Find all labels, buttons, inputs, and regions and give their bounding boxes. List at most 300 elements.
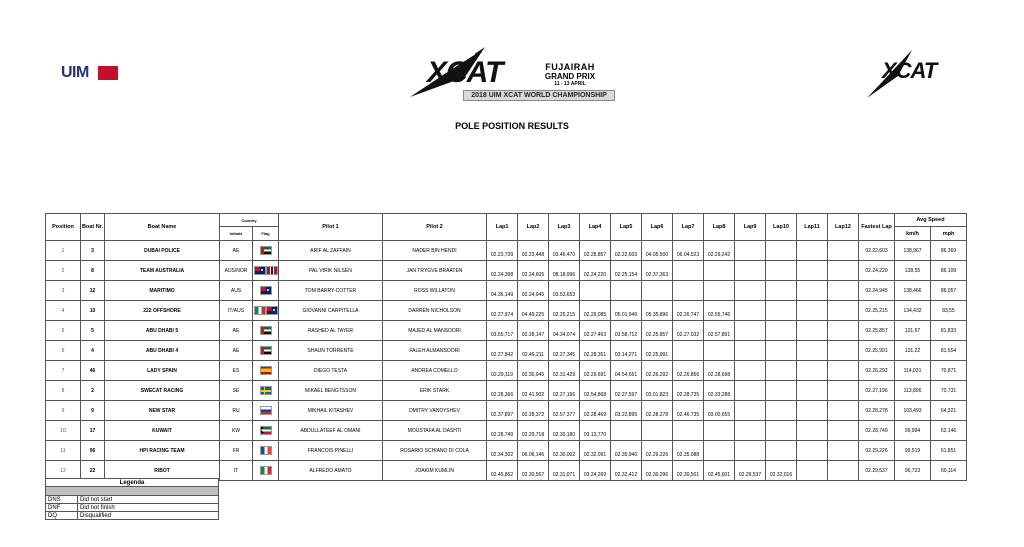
cell-lap: 02.28,372 (518, 401, 549, 421)
cell-pilot1: GIOVANNI CARPITELLA (279, 301, 383, 321)
cell-boat-nr: 3 (81, 241, 105, 261)
cell-lap (766, 401, 797, 421)
col-initials: Initials (220, 227, 253, 241)
cell-lap: 08.18,996 (549, 261, 580, 281)
cell-boat-name: HPI RACING TEAM (105, 441, 220, 461)
cell-flag (253, 321, 279, 341)
cell-pilot1: ARIF AL ZAFFAIN (279, 241, 383, 261)
cell-flag (253, 281, 279, 301)
cell-position: 4 (46, 301, 81, 321)
legend-spacer (46, 487, 219, 496)
cell-boat-name: TEAM AUSTRALIA (105, 261, 220, 281)
cell-boat-nr: 10 (81, 301, 105, 321)
cell-boat-nr: 17 (81, 421, 105, 441)
cell-lap: 02.27,597 (611, 381, 642, 401)
cell-lap: 02.27,974 (487, 301, 518, 321)
cell-lap: 02.28,469 (580, 401, 611, 421)
cell-flag (253, 261, 279, 281)
cell-kmh: 96,723 (895, 461, 931, 481)
cell-pilot2: JOAKIM KUMLIN (383, 461, 487, 481)
cell-lap: 02.33,288 (704, 381, 735, 401)
header-row-1 (46, 214, 967, 227)
cell-pilot2: ERIK STARK (383, 381, 487, 401)
cell-country: AUS/NOR (220, 261, 253, 281)
cell-country: ES (220, 361, 253, 381)
table-row (46, 421, 967, 441)
cell-country: IT (220, 461, 253, 481)
cell-lap: 02.28,749 (487, 421, 518, 441)
cell-pilot1: SHAUN TORRENTE (279, 341, 383, 361)
cell-boat-nr: 96 (81, 441, 105, 461)
cell-lap: 02.30,180 (549, 421, 580, 441)
flag-es-icon (260, 366, 272, 375)
cell-lap: 02.30,945 (518, 361, 549, 381)
col-lap: Lap7 (673, 214, 704, 241)
cell-lap (797, 381, 828, 401)
cell-lap (704, 441, 735, 461)
cell-lap: 04.05,500 (642, 241, 673, 261)
cell-lap: 02.28,857 (580, 241, 611, 261)
cell-lap (766, 421, 797, 441)
cell-fastest-lap: 02.24,945 (859, 281, 895, 301)
cell-lap (766, 261, 797, 281)
cell-boat-nr: 22 (81, 461, 105, 481)
cell-boat-nr: 12 (81, 281, 105, 301)
cell-lap: 02.24,220 (580, 261, 611, 281)
cell-lap (766, 301, 797, 321)
cell-pilot2: NADER BIN HENDI (383, 241, 487, 261)
cell-lap (797, 461, 828, 481)
cell-lap (735, 421, 766, 441)
cell-flag (253, 461, 279, 481)
cell-position: 3 (46, 281, 81, 301)
cell-lap: 02.29,718 (518, 421, 549, 441)
cell-position: 5 (46, 321, 81, 341)
cell-pilot2: JAN TRYGVE BRAATEN (383, 261, 487, 281)
cell-boat-name: DUBAI POLICE (105, 241, 220, 261)
cell-lap: 02.31,429 (549, 361, 580, 381)
xcat-brand-text: XCAT (427, 56, 503, 89)
legend-item (46, 504, 219, 512)
cell-flag (253, 421, 279, 441)
cell-flag (253, 381, 279, 401)
cell-pilot2: ANDREA COMELLO (383, 361, 487, 381)
cell-pilot2: ROSARIO SCHIANO DI COLA (383, 441, 487, 461)
cell-lap: 06.06,146 (518, 441, 549, 461)
cell-lap (735, 401, 766, 421)
uim-logo-text: UIM (61, 64, 89, 81)
cell-mph: 81,833 (931, 321, 967, 341)
cell-boat-name: KUWAIT (105, 421, 220, 441)
cell-lap (735, 381, 766, 401)
cell-lap: 02.28,351 (580, 341, 611, 361)
cell-lap (735, 301, 766, 321)
col-lap: Lap9 (735, 214, 766, 241)
cell-lap: 02.29,226 (642, 441, 673, 461)
table-row (46, 301, 967, 321)
cell-lap: 02.29,537 (735, 461, 766, 481)
cell-lap: 02.26,292 (642, 361, 673, 381)
col-fastest-lap: Fastest Lap (859, 214, 895, 241)
table-row (46, 241, 967, 261)
cell-mph: 83,55 (931, 301, 967, 321)
cell-boat-nr: 46 (81, 361, 105, 381)
cell-boat-name: NEW STAR (105, 401, 220, 421)
cell-lap (828, 401, 859, 421)
cell-lap: 02.32,412 (611, 461, 642, 481)
cell-lap: 02.54,868 (580, 381, 611, 401)
cell-lap: 02.29,691 (580, 361, 611, 381)
legend-text: Did not finish (78, 504, 219, 512)
cell-pilot1: ALFREDO AMATO (279, 461, 383, 481)
col-lap: Lap11 (797, 214, 828, 241)
cell-mph: 86,057 (931, 281, 967, 301)
cell-position: 9 (46, 401, 81, 421)
cell-country: FR (220, 441, 253, 461)
cell-lap (642, 421, 673, 441)
cell-fastest-lap: 02.28,749 (859, 421, 895, 441)
cell-pilot1: MIKHAIL KITASHEV (279, 401, 383, 421)
cell-lap (797, 241, 828, 261)
cell-lap: 02.57,377 (549, 401, 580, 421)
cell-lap: 02.35,088 (673, 441, 704, 461)
cell-lap (828, 261, 859, 281)
cell-lap (766, 341, 797, 361)
col-boat-nr: Boat Nr. (81, 214, 105, 241)
cell-lap (673, 421, 704, 441)
cell-position: 7 (46, 361, 81, 381)
uim-logo (58, 62, 122, 92)
flag-it-icon (254, 306, 266, 315)
cell-position: 6 (46, 341, 81, 361)
cell-lap (766, 241, 797, 261)
col-pilot2: Pilot 2 (383, 214, 487, 241)
cell-lap (797, 421, 828, 441)
cell-boat-name: SWECAT RACING (105, 381, 220, 401)
cell-pilot2: MAJED AL MANSOORI (383, 321, 487, 341)
cell-mph: 70,871 (931, 361, 967, 381)
cell-lap: 02.49,211 (518, 341, 549, 361)
cell-lap (828, 361, 859, 381)
cell-pilot2: MOUSTAFA AL DASHTI (383, 421, 487, 441)
cell-lap (735, 341, 766, 361)
cell-lap (797, 401, 828, 421)
cell-lap: 06.04,523 (673, 241, 704, 261)
cell-lap: 02.35,940 (611, 441, 642, 461)
cell-lap: 03.14,271 (611, 341, 642, 361)
cell-lap: 03.58,712 (611, 321, 642, 341)
cell-lap: 02.25,991 (642, 341, 673, 361)
cell-mph: 64,321 (931, 401, 967, 421)
cell-lap: 02.37,363 (642, 261, 673, 281)
cell-lap: 02.26,856 (673, 361, 704, 381)
cell-flag (253, 441, 279, 461)
cell-boat-nr: 2 (81, 381, 105, 401)
table-row (46, 281, 967, 301)
cell-lap: 03.00,655 (704, 401, 735, 421)
cell-lap: 02.27,463 (580, 321, 611, 341)
cell-lap: 04.36,149 (487, 281, 518, 301)
cell-position: 1 (46, 241, 81, 261)
col-lap: Lap2 (518, 214, 549, 241)
cell-lap (828, 381, 859, 401)
cell-lap (766, 441, 797, 461)
cell-lap: 02.55,746 (704, 301, 735, 321)
cell-lap (735, 241, 766, 261)
cell-fastest-lap: 02.28,278 (859, 401, 895, 421)
cell-pilot2: DMITRY VANDYSHEV (383, 401, 487, 421)
cell-lap (828, 301, 859, 321)
cell-pilot1: TOM BARRY-COTTER (279, 281, 383, 301)
cell-lap: 02.29,242 (704, 241, 735, 261)
cell-lap (828, 341, 859, 361)
cell-lap (828, 421, 859, 441)
cell-lap (828, 441, 859, 461)
cell-lap: 02.30,501 (673, 461, 704, 481)
legend-text: Disqualified (78, 512, 219, 520)
cell-lap: 02.23,448 (518, 241, 549, 261)
col-lap: Lap5 (611, 214, 642, 241)
col-pilot1: Pilot 1 (279, 214, 383, 241)
legend-item (46, 512, 219, 520)
cell-lap: 02.25,857 (642, 321, 673, 341)
event-logo (405, 42, 615, 104)
col-lap: Lap10 (766, 214, 797, 241)
cell-kmh: 99,519 (895, 441, 931, 461)
cell-lap (797, 341, 828, 361)
flag-ae-icon (260, 326, 272, 335)
cell-pilot1: DIEGO TESTA (279, 361, 383, 381)
col-mph: mph (931, 227, 967, 241)
cell-boat-name: ABU DHABI 5 (105, 321, 220, 341)
cell-position: 12 (46, 461, 81, 481)
table-row (46, 381, 967, 401)
cell-lap (797, 261, 828, 281)
cell-lap (828, 281, 859, 301)
cell-lap: 02.28,698 (704, 361, 735, 381)
event-line2: GRAND PRIX (544, 72, 596, 81)
flag-ru-icon (260, 406, 272, 415)
cell-mph: 86,109 (931, 261, 967, 281)
cell-flag (253, 401, 279, 421)
cell-lap: 02.28,366 (487, 381, 518, 401)
cell-lap: 05.01,949 (611, 301, 642, 321)
cell-boat-nr: 9 (81, 401, 105, 421)
col-lap: Lap3 (549, 214, 580, 241)
cell-pilot2: FALEH ALMANSOORI (383, 341, 487, 361)
cell-lap (704, 341, 735, 361)
col-flag: Flag (253, 227, 279, 241)
table-row (46, 401, 967, 421)
cell-lap (735, 321, 766, 341)
event-line1: FUJAIRAH (545, 62, 595, 72)
cell-lap: 03.24,269 (580, 461, 611, 481)
cell-country: AE (220, 241, 253, 261)
championship-banner: 2018 UIM XCAT WORLD CHAMPIONSHIP (463, 90, 615, 101)
flag-au-icon (266, 306, 278, 315)
cell-lap: 02.45,601 (704, 461, 735, 481)
cell-lap: 04.54,651 (611, 361, 642, 381)
table-row (46, 361, 967, 381)
cell-boat-name: MARITIMO (105, 281, 220, 301)
col-country: Country (220, 214, 279, 227)
cell-lap: 02.30,002 (549, 441, 580, 461)
cell-lap: 02.23,739 (487, 241, 518, 261)
cell-lap: 02.57,891 (704, 321, 735, 341)
cell-kmh: 138,55 (895, 261, 931, 281)
cell-fastest-lap: 02.27,196 (859, 381, 895, 401)
cell-lap: 04.34,074 (549, 321, 580, 341)
cell-lap: 04.49,225 (518, 301, 549, 321)
col-position: Position (46, 214, 81, 241)
cell-fastest-lap: 02.29,537 (859, 461, 895, 481)
col-lap: Lap1 (487, 214, 518, 241)
cell-lap (797, 361, 828, 381)
cell-lap: 03.55,717 (487, 321, 518, 341)
cell-lap (704, 281, 735, 301)
cell-lap: 02.31,071 (549, 461, 580, 481)
cell-lap (766, 321, 797, 341)
flag-ae-icon (260, 346, 272, 355)
cell-lap: 02.26,747 (673, 301, 704, 321)
legend-table (45, 478, 219, 520)
cell-pilot1: ABDULLATEEF AL OMANI (279, 421, 383, 441)
cell-pilot1: FRANCOIS PINELLI (279, 441, 383, 461)
legend-code: DNS (46, 496, 78, 504)
cell-lap (580, 281, 611, 301)
cell-lap: 03.01,823 (642, 381, 673, 401)
cell-position: 10 (46, 421, 81, 441)
cell-position: 8 (46, 381, 81, 401)
cell-country: RU (220, 401, 253, 421)
cell-lap: 02.27,345 (549, 341, 580, 361)
table-row (46, 321, 967, 341)
cell-lap: 02.27,842 (487, 341, 518, 361)
cell-lap: 02.27,032 (673, 321, 704, 341)
cell-fastest-lap: 02.22,603 (859, 241, 895, 261)
results-table (45, 213, 967, 481)
flag-fr-icon (260, 446, 272, 455)
cell-lap: 02.28,278 (642, 401, 673, 421)
cell-lap: 02.24,945 (518, 281, 549, 301)
cell-boat-name: 222 OFFSHORE (105, 301, 220, 321)
cell-lap: 02.30,296 (642, 461, 673, 481)
cell-country: KW (220, 421, 253, 441)
cell-lap: 02.28,147 (518, 321, 549, 341)
cell-kmh: 131,67 (895, 321, 931, 341)
flag-au-icon (254, 266, 266, 275)
cell-kmh: 138,466 (895, 281, 931, 301)
flag-au-icon (260, 286, 272, 295)
cell-lap: 02.29,085 (580, 301, 611, 321)
cell-boat-name: ABU DHABI 4 (105, 341, 220, 361)
cell-mph: 86,369 (931, 241, 967, 261)
cell-lap (673, 281, 704, 301)
cell-mph: 70,731 (931, 381, 967, 401)
cell-lap: 02.34,302 (487, 441, 518, 461)
cell-fastest-lap: 02.25,991 (859, 341, 895, 361)
cell-lap (766, 361, 797, 381)
uim-flag-icon (98, 66, 118, 80)
col-kmh: km/h (895, 227, 931, 241)
cell-pilot1: PAL VIRIK NILSEN (279, 261, 383, 281)
cell-lap: 02.46,735 (673, 401, 704, 421)
cell-kmh: 131,22 (895, 341, 931, 361)
cell-lap: 02.24,605 (518, 261, 549, 281)
cell-lap (797, 441, 828, 461)
table-row (46, 341, 967, 361)
cell-country: IT/AUS (220, 301, 253, 321)
cell-fastest-lap: 02.29,226 (859, 441, 895, 461)
cell-lap (766, 381, 797, 401)
cell-lap (611, 421, 642, 441)
cell-mph: 60,114 (931, 461, 967, 481)
cell-lap (828, 321, 859, 341)
cell-lap: 02.41,902 (518, 381, 549, 401)
cell-lap: 02.25,215 (549, 301, 580, 321)
cell-flag (253, 241, 279, 261)
col-lap: Lap6 (642, 214, 673, 241)
col-boat-name: Boat Name (105, 214, 220, 241)
cell-lap: 02.32,016 (766, 461, 797, 481)
cell-kmh: 99,994 (895, 421, 931, 441)
cell-lap: 02.25,154 (611, 261, 642, 281)
cell-lap: 02.27,196 (549, 381, 580, 401)
cell-fastest-lap: 02.26,292 (859, 361, 895, 381)
cell-position: 11 (46, 441, 81, 461)
cell-country: AE (220, 341, 253, 361)
cell-kmh: 114,031 (895, 361, 931, 381)
cell-pilot2: ROSS WILLATON (383, 281, 487, 301)
col-lap: Lap4 (580, 214, 611, 241)
legend-code: DNF (46, 504, 78, 512)
cell-flag (253, 341, 279, 361)
event-dates: 11 - 13 APRIL (554, 81, 586, 87)
table-row (46, 261, 967, 281)
cell-lap: 02.30,567 (518, 461, 549, 481)
cell-fastest-lap: 02.25,215 (859, 301, 895, 321)
cell-kmh: 134,432 (895, 301, 931, 321)
cell-lap (735, 261, 766, 281)
cell-lap: 03.53,653 (549, 281, 580, 301)
col-avg-speed: Avg Speed (895, 214, 967, 227)
cell-mph: 61,851 (931, 441, 967, 461)
cell-lap (828, 241, 859, 261)
cell-lap: 03.46,470 (549, 241, 580, 261)
cell-country: AUS (220, 281, 253, 301)
flag-kw-icon (260, 426, 272, 435)
cell-lap: 02.24,398 (487, 261, 518, 281)
cell-pilot2: DARREN NICHOLSON (383, 301, 487, 321)
flag-no-icon (266, 266, 278, 275)
cell-lap (704, 421, 735, 441)
cell-country: AE (220, 321, 253, 341)
cell-kmh: 103,493 (895, 401, 931, 421)
cell-mph: 62,146 (931, 421, 967, 441)
legend-item (46, 496, 219, 504)
col-lap: Lap8 (704, 214, 735, 241)
cell-fastest-lap: 02.25,857 (859, 321, 895, 341)
cell-lap (704, 261, 735, 281)
cell-boat-name: LADY SPAIN (105, 361, 220, 381)
cell-lap (735, 441, 766, 461)
xcat-brand-text-right: XCAT (882, 58, 937, 83)
cell-lap (797, 321, 828, 341)
cell-lap: 02.45,862 (487, 461, 518, 481)
cell-fastest-lap: 02.24,220 (859, 261, 895, 281)
cell-lap (611, 281, 642, 301)
legend-title: Legenda (46, 479, 219, 487)
